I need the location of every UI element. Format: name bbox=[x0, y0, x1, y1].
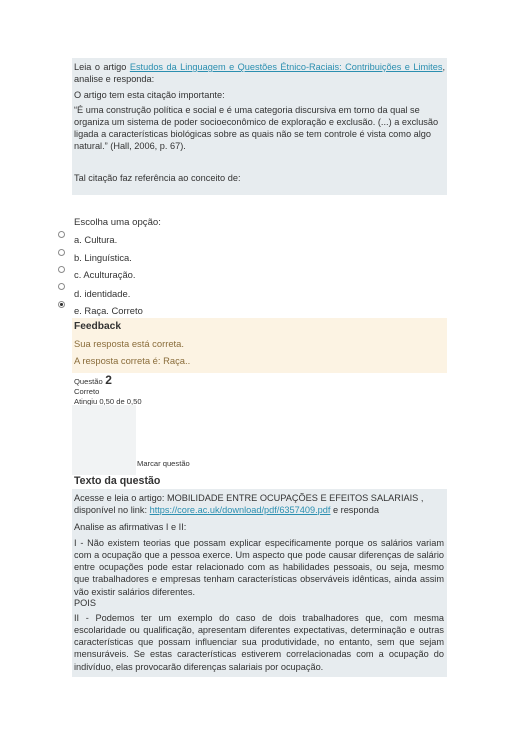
citation-text: “É uma construção política e social e é uma categoria discursiva em torno da qual se organiza um sistema de poder socioeconômico de exploração e exclusão. (...) a exclusão ligada a características biológicas sobre as quais não se tem controle é vista como algo natural.” (Hall, 2006, p. 67). bbox=[74, 105, 439, 152]
feedback-correct-message: Sua resposta está correta. bbox=[74, 338, 184, 349]
question-label: Questão bbox=[74, 377, 103, 386]
choose-option-label: Escolha uma opção: bbox=[74, 217, 161, 228]
article-link[interactable]: Estudos da Linguagem e Questões Étnico-Raciais: Contribuições e Limites bbox=[129, 62, 443, 72]
option-a-label[interactable]: a. Cultura. bbox=[74, 234, 118, 245]
option-d-radio[interactable] bbox=[58, 283, 65, 290]
feedback-title: Feedback bbox=[74, 321, 121, 332]
feedback-correct-answer: A resposta correta é: Raça.. bbox=[74, 355, 191, 366]
question-2-intro bbox=[74, 492, 446, 516]
intro-prefix: Leia o artigo bbox=[74, 62, 130, 72]
option-a-radio[interactable] bbox=[58, 231, 65, 238]
question-1-prompt: Tal citação faz referência ao conceito de: bbox=[74, 173, 241, 183]
citation-label: O artigo tem esta citação importante: bbox=[74, 90, 225, 100]
flag-question-link[interactable]: Marcar questão bbox=[137, 459, 190, 468]
question-flag-area bbox=[72, 405, 136, 475]
option-c-radio[interactable] bbox=[58, 266, 65, 273]
statement-1: I - Não existem teorias que possam explicar especificamente porque os salários variam com a ocupação que a pessoa exerce. Um aspecto que pode causar diferenças de salário entre ocupações pode estar relacionado com as habilidades pessoais, ou seja, mesmo que trabalhadores e empresas tenham características observáveis idênticas, ainda assim vão existir salários diferentes. bbox=[74, 538, 444, 597]
question-2-info bbox=[74, 373, 142, 406]
feedback-panel bbox=[72, 318, 447, 373]
option-e-label[interactable]: e. Raça. Correto bbox=[74, 305, 143, 316]
pdf-link[interactable]: https://core.ac.uk/download/pdf/6357409.pdf bbox=[149, 505, 331, 516]
question-status: Correto bbox=[74, 387, 100, 397]
intro-text: Acesse e leia o artigo: MOBILIDADE ENTRE OCUPAÇÕES E EFEITOS SALARIAIS , disponível no link: bbox=[74, 493, 424, 516]
pois-connector: POIS bbox=[74, 598, 96, 608]
analyze-instruction: Analise as afirmativas I e II: bbox=[74, 522, 187, 532]
intro-suffix: , analise e responda: bbox=[74, 62, 445, 85]
option-c-label[interactable]: c. Aculturação. bbox=[74, 269, 136, 280]
question-text-title: Texto da questão bbox=[74, 475, 161, 487]
intro-text-end: e responda bbox=[330, 505, 379, 516]
question-number: 2 bbox=[105, 373, 112, 387]
option-e-radio-selected[interactable] bbox=[58, 301, 65, 308]
option-b-radio[interactable] bbox=[58, 249, 65, 256]
statement-2: II - Podemos ter um exemplo do caso de dois trabalhadores que, com mesma escolaridade ou qualificação, apresentam diferentes expectativas, determinação e outras características que possam influenciar sua produtividade, no entanto, sem que sejam mensuráveis. Se estas características estiverem correlacionadas com a ocupação do indivíduo, elas provocarão diferenças salariais por ocupação. bbox=[74, 613, 444, 672]
option-d-label[interactable]: d. identidade. bbox=[74, 288, 131, 299]
question-1-intro bbox=[74, 61, 445, 85]
option-b-label[interactable]: b. Linguística. bbox=[74, 252, 132, 263]
question-score: Atingiu 0,50 de 0,50 bbox=[74, 396, 142, 406]
